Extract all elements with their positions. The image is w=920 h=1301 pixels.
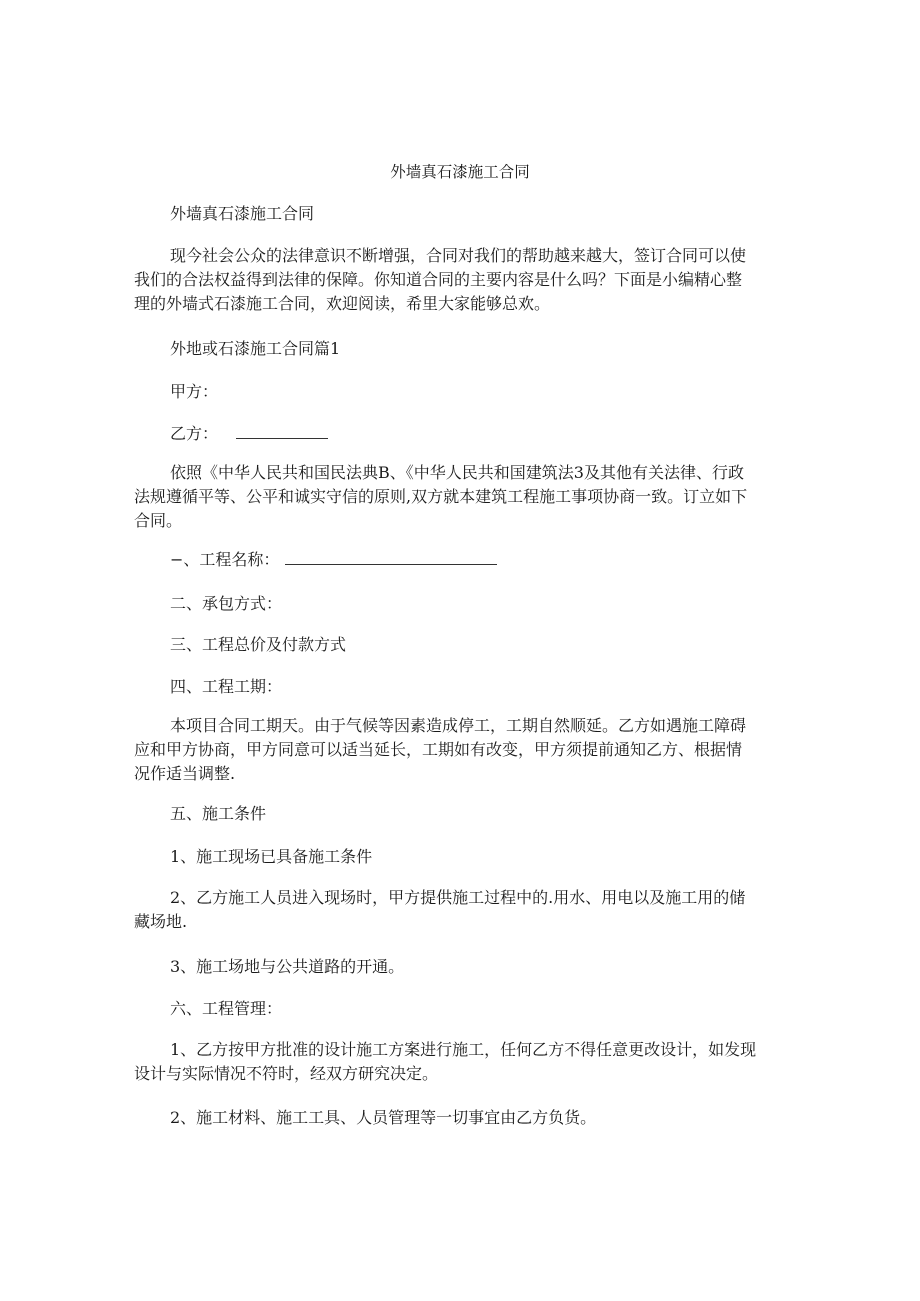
condition-line: 藏场地. (134, 912, 188, 931)
period-line: 况作适当调整. (134, 764, 236, 783)
management-line: 设计与实际情况不符时，经双方研究决定。 (134, 1064, 439, 1083)
party-a-label: 甲方： (170, 382, 219, 401)
project-name-label: −、工程名称： (170, 550, 280, 569)
period-line: 本项目合同工期天。由于气候等因素造成停工，工期自然顺延。乙方如遇施工障碍 (170, 716, 747, 735)
conditions-heading: 五、施工条件 (170, 804, 267, 823)
basis-paragraph (134, 461, 794, 533)
construction-period-heading: 四、工程工期： (170, 677, 283, 696)
management-line: 1、乙方按甲方批准的设计施工方案进行施工，任何乙方不得任意更改设计，如发现 (170, 1040, 757, 1059)
intro-line: 理的外墙式石漆施工合同，欢迎阅读，希里大家能够总欢。 (134, 294, 551, 313)
period-paragraph (134, 714, 794, 786)
intro-line: 我们的合法权益得到法律的保障。你知道合同的主要内容是什么吗？下面是小编精心整 (134, 270, 743, 289)
condition-line: 2、乙方施工人员进入现场时，甲方提供施工过程中的.用水、用电以及施工用的储 (170, 888, 746, 907)
project-name-row (170, 548, 497, 572)
document-title: 外墙真石漆施工合同 (390, 163, 530, 181)
basis-line: 法规遵循平等、公平和诚实守信的原则,双方就本建筑工程施工事项协商一致。订立如下 (134, 487, 748, 506)
condition-item-2 (134, 886, 794, 934)
project-name-blank (285, 550, 497, 565)
section-heading: 外地或石漆施工合同篇1 (170, 339, 341, 358)
basis-line: 依照《中华人民共和国民法典B、《中华人民共和国建筑法3及其他有关法律、行政 (170, 463, 744, 482)
intro-line: 现今社会公众的法律意识不断增强，合同对我们的帮助越来越大，签订合同可以使 (170, 246, 747, 265)
period-line: 应和甲方协商，甲方同意可以适当延长，工期如有改变，甲方须提前通知乙方、根据情 (134, 740, 743, 759)
condition-item-3: 3、施工场地与公共道路的开通。 (170, 957, 405, 976)
condition-item-1: 1、施工现场已具备施工条件 (170, 847, 373, 866)
document-subtitle: 外墙真石漆施工合同 (170, 204, 315, 223)
price-payment-heading: 三、工程总价及付款方式 (170, 635, 347, 654)
party-b-row (170, 422, 328, 446)
party-b-label: 乙方： (170, 424, 219, 443)
basis-line: 合同。 (134, 511, 183, 530)
management-item-2: 2、施工材料、施工工具、人员管理等一切事宜由乙方负货。 (170, 1108, 597, 1127)
intro-paragraph (134, 244, 794, 316)
contract-mode-heading: 二、承包方式： (170, 594, 283, 613)
management-item-1 (134, 1038, 794, 1086)
party-b-blank (236, 424, 328, 439)
management-heading: 六、工程管理： (170, 999, 283, 1018)
